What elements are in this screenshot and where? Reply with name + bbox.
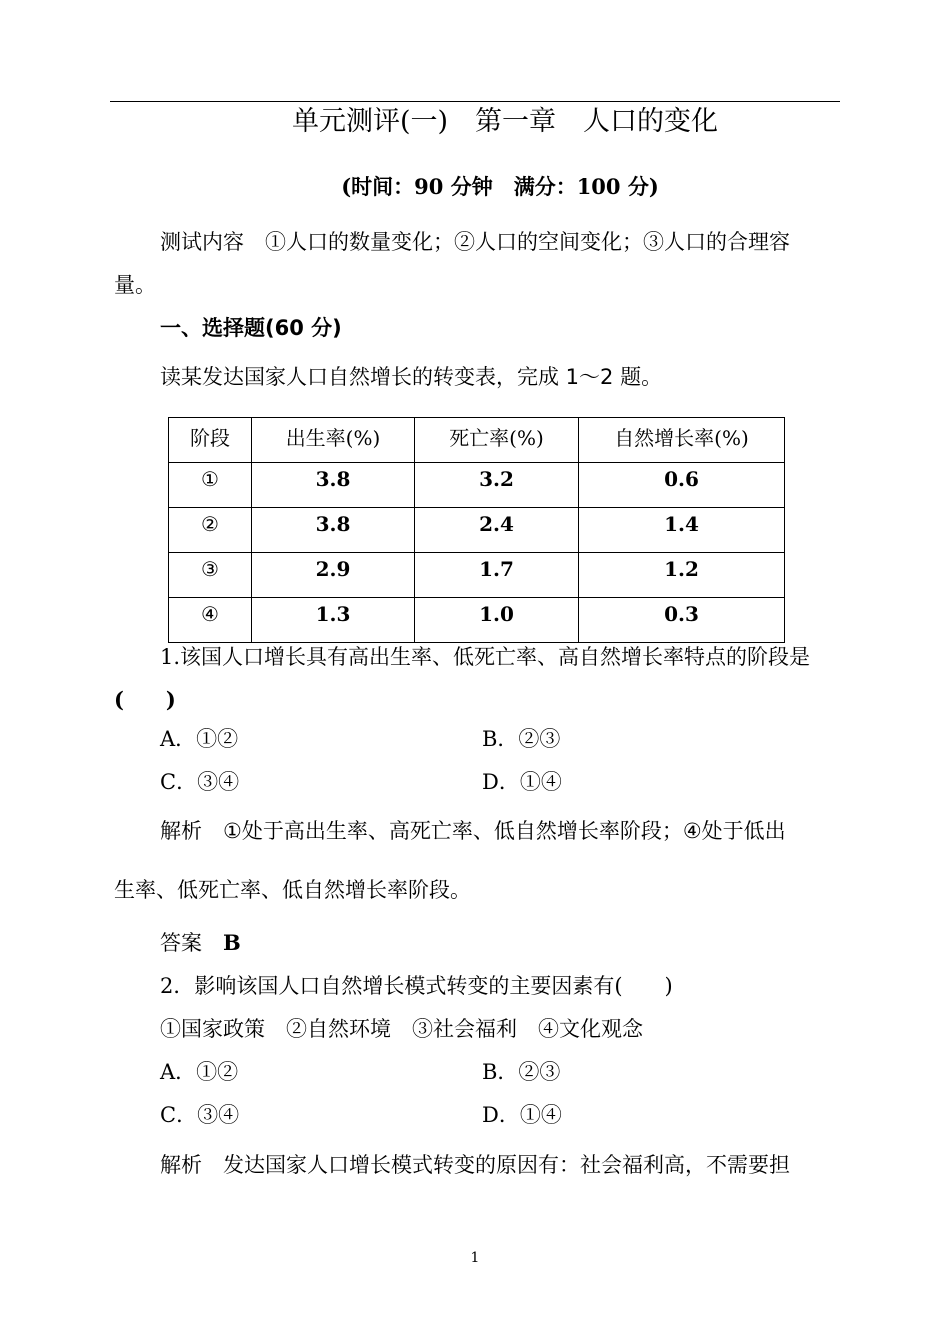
- table-row: [169, 508, 785, 553]
- table-cell: 1.0: [415, 598, 579, 643]
- table-header-cell: 阶段: [169, 418, 252, 463]
- table-row: [169, 463, 785, 508]
- table-cell: 1.3: [252, 598, 415, 643]
- q1-analysis-line-2: 生率、低死亡率、低自然增长率阶段。: [114, 878, 471, 902]
- table-cell: 3.8: [252, 463, 415, 508]
- q1-stem-bracket: ( ): [114, 687, 176, 712]
- answer-label: 答案: [160, 931, 202, 955]
- q1-option-b: B．②③: [482, 727, 561, 751]
- table-cell: 1.2: [579, 553, 785, 598]
- analysis-label: 解析: [160, 819, 202, 843]
- birth-death-table: [168, 417, 785, 643]
- q1-option-c: C．③④: [160, 770, 240, 794]
- q2-option-b: B．②③: [482, 1060, 561, 1084]
- table-cell: 0.6: [579, 463, 785, 508]
- table-header-cell: 出生率(%): [252, 418, 415, 463]
- table-cell: 0.3: [579, 598, 785, 643]
- exam-meta: (时间：90 分钟 满分：100 分): [341, 174, 659, 199]
- content-text: ①人口的数量变化；②人口的空间变化；③人口的合理容: [265, 230, 790, 254]
- section-heading: 一、选择题(60 分): [160, 316, 342, 340]
- table-header-cell: 死亡率(%): [415, 418, 579, 463]
- table-header-cell: 自然增长率(%): [579, 418, 785, 463]
- table-cell: ①: [169, 463, 252, 508]
- content-line-2: 量。: [114, 273, 156, 297]
- q2-option-c: C．③④: [160, 1103, 240, 1127]
- table-cell: 1.4: [579, 508, 785, 553]
- header-rule: [110, 101, 840, 102]
- content-label: 测试内容: [160, 230, 244, 254]
- table-cell: 3.8: [252, 508, 415, 553]
- analysis-text: 发达国家人口增长模式转变的原因有：社会福利高，不需要担: [223, 1153, 790, 1177]
- content-line-1: [160, 228, 790, 256]
- q2-factors: ①国家政策 ②自然环境 ③社会福利 ④文化观念: [160, 1017, 643, 1041]
- page-number: 1: [470, 1250, 480, 1266]
- table-header-row: [169, 418, 785, 463]
- analysis-label: 解析: [160, 1153, 202, 1177]
- table-cell: 3.2: [415, 463, 579, 508]
- question-intro: 读某发达国家人口自然增长的转变表，完成 1～2 题。: [160, 365, 663, 389]
- q1-analysis-line-1: [160, 817, 786, 845]
- q2-stem: 2．影响该国人口自然增长模式转变的主要因素有( ): [160, 974, 673, 998]
- table-cell: ④: [169, 598, 252, 643]
- table-row: [169, 598, 785, 643]
- table-cell: ②: [169, 508, 252, 553]
- table-cell: ③: [169, 553, 252, 598]
- q2-analysis-line-1: [160, 1151, 790, 1179]
- table-row: [169, 553, 785, 598]
- table-cell: 2.9: [252, 553, 415, 598]
- q2-option-a: A．①②: [160, 1060, 239, 1084]
- q1-answer: [160, 929, 241, 957]
- q2-option-d: D．①④: [482, 1103, 562, 1127]
- answer-value: B: [223, 930, 241, 955]
- q1-stem: 1.该国人口增长具有高出生率、低死亡率、高自然增长率特点的阶段是: [160, 645, 811, 669]
- analysis-text: ①处于高出生率、高死亡率、低自然增长率阶段；④处于低出: [223, 819, 786, 843]
- q1-option-a: A．①②: [160, 727, 239, 751]
- table-cell: 2.4: [415, 508, 579, 553]
- page-title: 单元测评(一) 第一章 人口的变化: [291, 106, 719, 137]
- table-cell: 1.7: [415, 553, 579, 598]
- q1-option-d: D．①④: [482, 770, 562, 794]
